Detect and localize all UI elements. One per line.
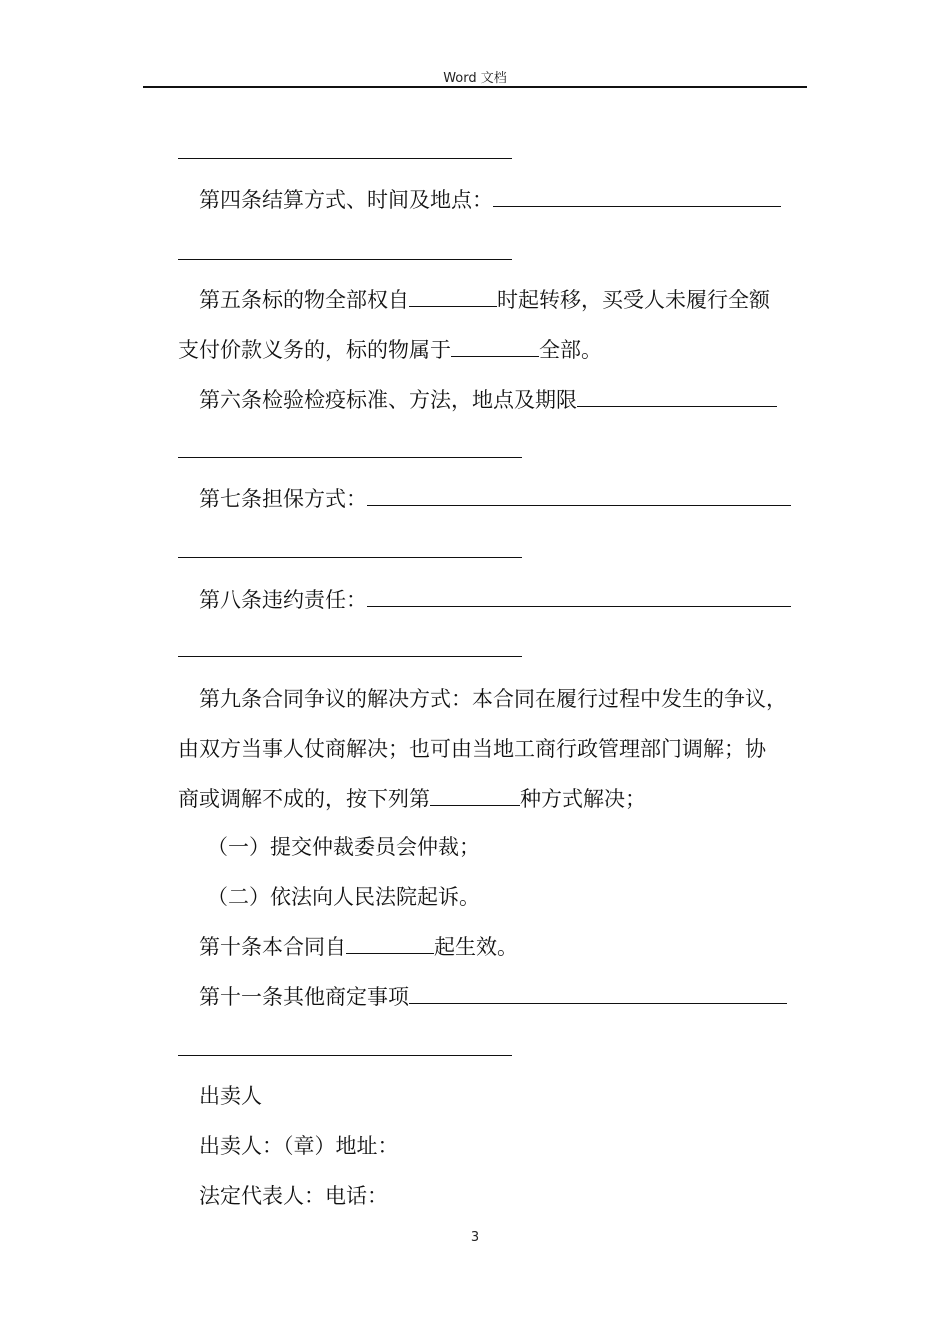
header-title: Word 文档 bbox=[443, 71, 507, 86]
seller-title bbox=[199, 1082, 262, 1110]
clause-10 bbox=[199, 933, 518, 961]
clause-11 bbox=[199, 983, 787, 1011]
clause-4 bbox=[199, 186, 781, 214]
clause-text: 支付价款义务的，标的物属于 bbox=[178, 338, 451, 362]
fill-blank bbox=[430, 785, 520, 806]
clause-text: 第四条结算方式、时间及地点： bbox=[199, 188, 493, 212]
fill-blank bbox=[493, 186, 781, 207]
blank-line bbox=[178, 457, 522, 458]
clause-text: 商或调解不成的，按下列第 bbox=[178, 787, 430, 811]
clause-9-line3 bbox=[178, 785, 646, 813]
header-divider bbox=[143, 86, 807, 88]
fill-blank bbox=[367, 485, 791, 506]
clause-5-line1 bbox=[199, 286, 770, 314]
fill-blank bbox=[409, 286, 497, 307]
clause-9-line1 bbox=[199, 685, 787, 713]
clause-text: 时起转移，买受人未履行全额 bbox=[497, 288, 770, 312]
clause-text: 第十一条其他商定事项 bbox=[199, 985, 409, 1009]
clause-text: 全部。 bbox=[539, 338, 602, 362]
seller-line bbox=[199, 1132, 399, 1160]
clause-text: 第十条本合同自 bbox=[199, 935, 346, 959]
clause-text: 第七条担保方式： bbox=[199, 487, 367, 511]
representative-line bbox=[199, 1182, 388, 1210]
option-2 bbox=[207, 883, 480, 911]
clause-7 bbox=[199, 485, 791, 513]
signature-text: 出卖人 bbox=[199, 1084, 262, 1108]
signature-text: 法定代表人：电话： bbox=[199, 1184, 388, 1208]
option-text: （二）依法向人民法院起诉。 bbox=[207, 885, 480, 909]
clause-5-line2 bbox=[178, 336, 602, 364]
clause-9-line2 bbox=[178, 735, 766, 763]
fill-blank bbox=[451, 336, 539, 357]
blank-line bbox=[178, 1055, 512, 1056]
clause-8 bbox=[199, 586, 791, 614]
blank-line bbox=[178, 158, 512, 159]
blank-line bbox=[178, 259, 512, 260]
clause-text: 第八条违约责任： bbox=[199, 588, 367, 612]
clause-text: 起生效。 bbox=[434, 935, 518, 959]
fill-blank bbox=[367, 586, 791, 607]
fill-blank bbox=[577, 386, 777, 407]
fill-blank bbox=[409, 983, 787, 1004]
blank-line bbox=[178, 656, 522, 657]
fill-blank bbox=[346, 933, 434, 954]
page-number: 3 bbox=[470, 1230, 480, 1245]
clause-text: 第九条合同争议的解决方式：本合同在履行过程中发生的争议， bbox=[199, 687, 787, 711]
clause-text: 第六条检验检疫标准、方法，地点及期限 bbox=[199, 388, 577, 412]
option-text: （一）提交仲裁委员会仲裁； bbox=[207, 835, 480, 859]
clause-text: 种方式解决； bbox=[520, 787, 646, 811]
option-1 bbox=[207, 833, 480, 861]
signature-text: 出卖人：（章）地址： bbox=[199, 1134, 399, 1158]
blank-line bbox=[178, 557, 522, 558]
clause-text: 由双方当事人仗商解决；也可由当地工商行政管理部门调解；协 bbox=[178, 737, 766, 761]
clause-text: 第五条标的物全部权自 bbox=[199, 288, 409, 312]
clause-6 bbox=[199, 386, 777, 414]
